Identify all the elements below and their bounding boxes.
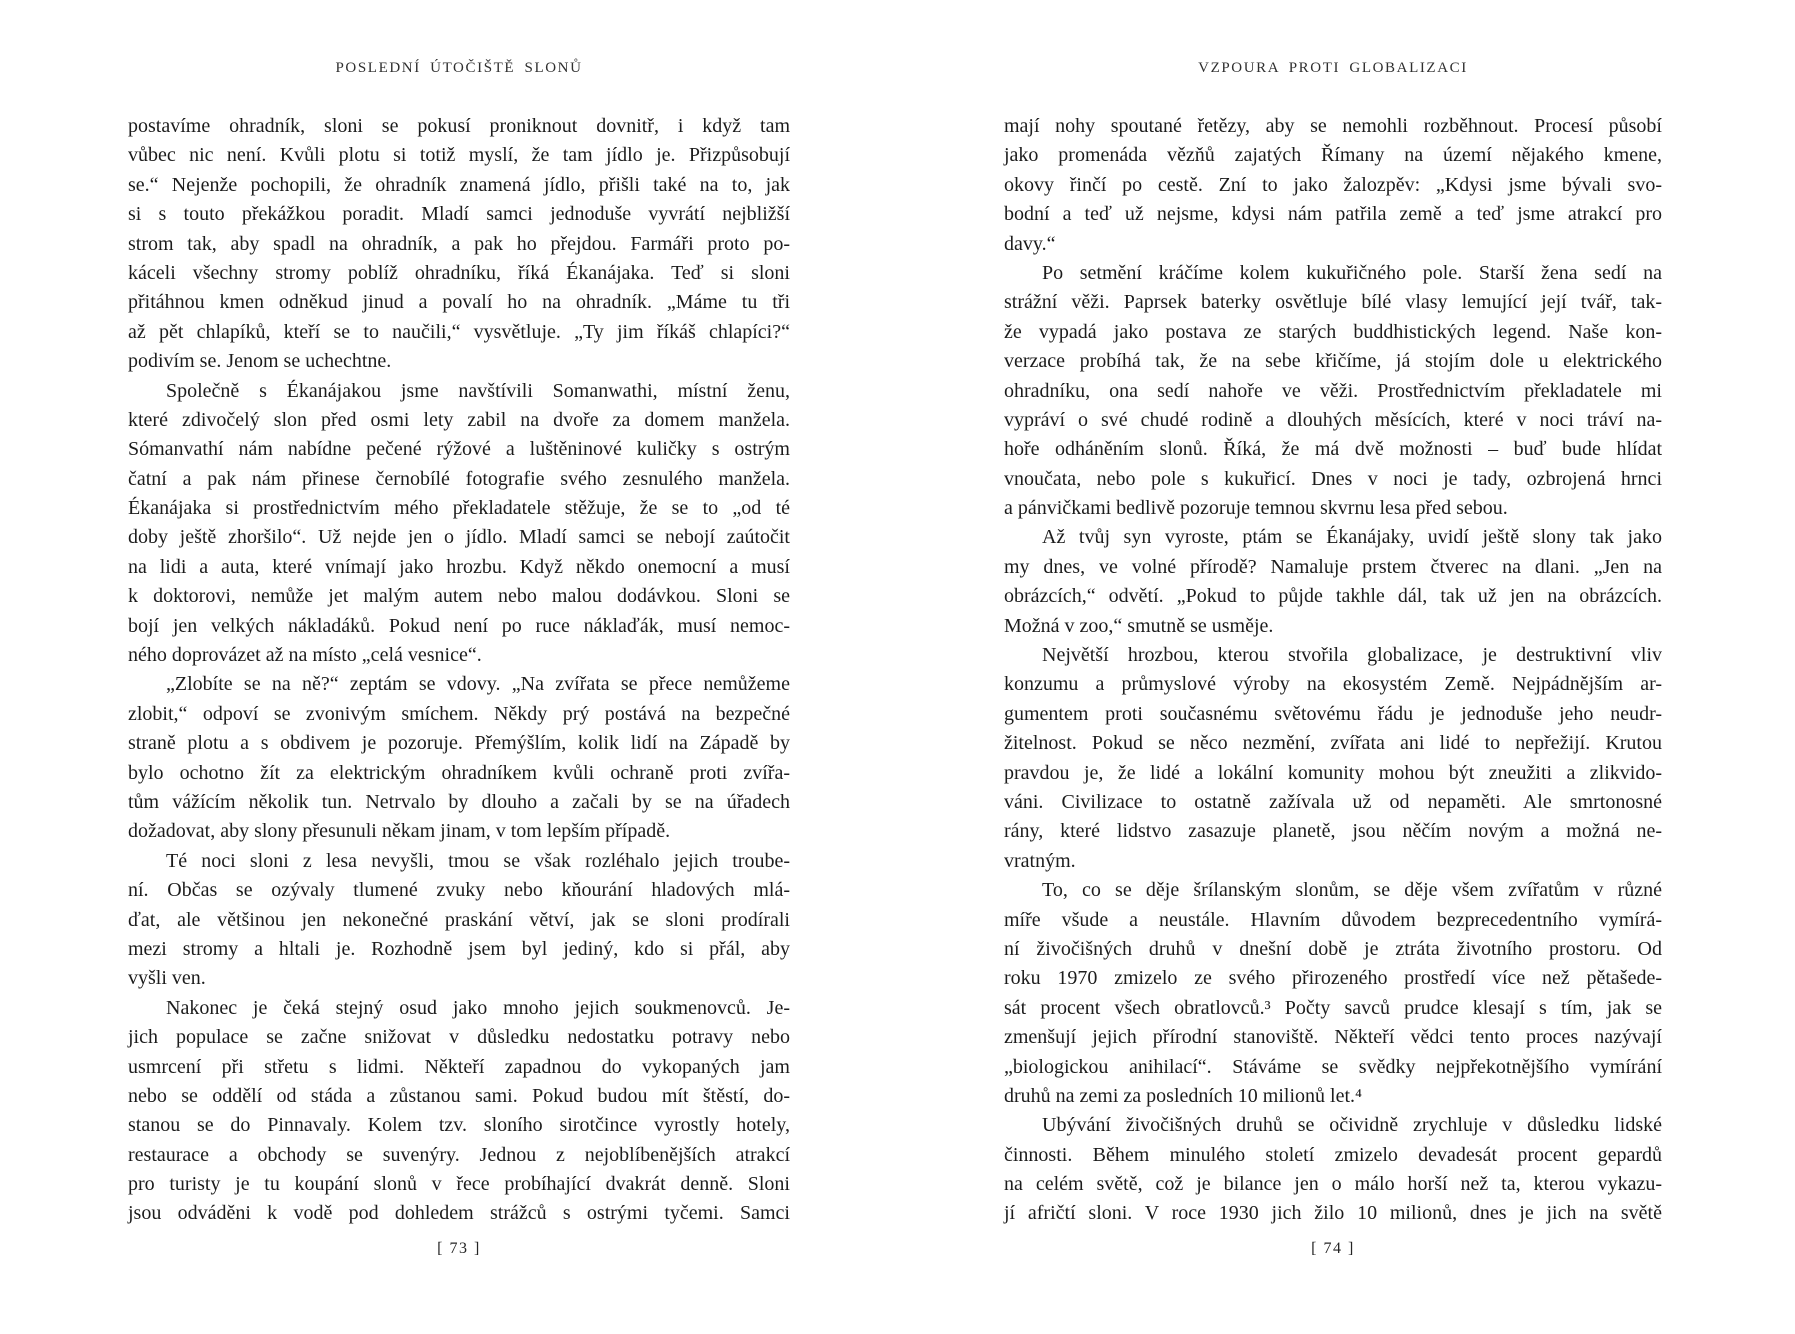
text-line: restaurace a obchody se suvenýry. Jednou z nejoblíbenějších atrakcí	[128, 1143, 790, 1166]
text-column-right	[1004, 112, 1662, 1229]
text-line: obrázcích,“ odvětí. „Pokud to půjde takhle dál, tak už jen na obrázcích.	[1004, 585, 1662, 608]
text-line: gumentem proti současnému světovému řádu je jednoduše jeho neudr-	[1004, 702, 1662, 725]
page-number-left: [ 73 ]	[437, 1240, 481, 1257]
text-line: bodní a teď už nejsme, kdysi nám patřila země a teď jsme atrakcí pro	[1004, 203, 1662, 226]
text-line: zlobit,“ odpoví se zvonivým smíchem. Někdy prý postává na bezpečné	[128, 702, 790, 725]
text-line: Možná v zoo,“ smutně se usměje.	[1004, 614, 1274, 637]
text-line: na celém světě, což je bilance jen o málo horší než ta, kterou vykazu-	[1004, 1173, 1662, 1196]
text-line: jí afričtí sloni. V roce 1930 jich žilo 10 milionů, dnes je jich na světě	[1004, 1202, 1662, 1225]
text-line: vypráví o své chudé rodině a dlouhých měsících, které v noci tráví na-	[1004, 408, 1662, 431]
text-line: jako promenáda vězňů zajatých Římany na území nějakého kmene,	[1004, 144, 1662, 167]
text-line: Až tvůj syn vyroste, ptám se Ékanájaky, uvidí ještě slony tak jako	[1042, 526, 1662, 549]
text-line: že vypadá jako postava ze starých buddhistických legend. Naše kon-	[1004, 320, 1662, 343]
text-line: pro turisty je tu koupání slonů v řece probíhající dvakrát denně. Sloni	[128, 1173, 790, 1196]
text-line: vnoučata, nebo pole s kukuřicí. Dnes v noci je tady, ozbrojená hrnci	[1004, 467, 1662, 490]
text-line: které zdivočelý slon před osmi lety zabil na dvoře za domem manžela.	[128, 408, 790, 431]
text-line: si s touto překážkou poradit. Mladí samci jednoduše vyvrátí nejbližší	[128, 203, 790, 226]
text-line: stanou se do Pinnavaly. Kolem tzv. sloního sirotčince vyrostly hotely,	[128, 1114, 790, 1137]
text-line: „biologickou anihilací“. Stáváme se svědky nejpřekotnějšího vymírání	[1004, 1055, 1662, 1078]
text-line: Společně s Ékanájakou jsme navštívili Somanwathi, místní ženu,	[166, 379, 790, 402]
text-line: míře všude a neustále. Hlavním důvodem bezprecedentního vymírá-	[1004, 908, 1662, 931]
text-line: Ubývání živočišných druhů se očividně zrychluje v důsledku lidské	[1042, 1114, 1662, 1137]
text-line: usmrcení při střetu s lidmi. Někteří zapadnou do vykopaných jam	[128, 1055, 790, 1078]
text-line: zmenšují jejich přírodní stanoviště. Někteří vědci tento proces nazývají	[1004, 1026, 1662, 1049]
text-line: strom tak, aby spadl na ohradník, a pak ho přejdou. Farmáři proto po-	[128, 232, 790, 255]
text-line: váni. Civilizace to ostatně zažívala už od nepaměti. Ale smrtonosné	[1004, 790, 1662, 813]
text-line: a pánvičkami bedlivě pozoruje temnou skvrnu lesa před sebou.	[1004, 497, 1508, 520]
text-line: vůbec nic není. Kvůli plotu si totiž myslí, že tam jídlo je. Přizpůsobují	[128, 144, 790, 167]
text-line: jsou odváděni k vodě pod dohledem strážců s ostrými tyčemi. Samci	[128, 1202, 790, 1225]
text-line: hoře odháněním slonů. Říká, že má dvě možnosti – buď bude hlídat	[1004, 438, 1662, 461]
text-line: roku 1970 zmizelo ze svého přirozeného prostředí více než pětašede-	[1004, 967, 1662, 990]
text-line: davy.“	[1004, 232, 1056, 255]
text-line: jich populace se začne snižovat v důsledku nedostatku potravy nebo	[128, 1026, 790, 1049]
text-line: ďat, ale většinou jen nekonečné praskání větví, jak se sloni prodírali	[128, 908, 790, 931]
text-line: vratným.	[1004, 849, 1076, 872]
text-line: až pět chlapíků, kteří se to naučili,“ vysvětluje. „Ty jim říkáš chlapíci?“	[128, 320, 790, 343]
text-line: Nakonec je čeká stejný osud jako mnoho jejich soukmenovců. Je-	[166, 996, 790, 1019]
text-line: tům vážícím několik tun. Netrvalo by dlouho a začali by se na úřadech	[128, 790, 790, 813]
text-line: verzace probíhá tak, že na sebe křičíme, já stojím dole u elektrického	[1004, 350, 1662, 373]
text-line: činnosti. Během minulého století zmizelo devadesát procent gepardů	[1004, 1143, 1662, 1166]
text-line: bojí jen velkých nákladáků. Pokud není po ruce náklaďák, musí nemoc-	[128, 614, 790, 637]
text-line: doby ještě zhoršilo“. Už nejde jen o jídlo. Mladí samci se nebojí zaútočit	[128, 526, 790, 549]
text-line: rány, které lidstvo zasazuje planetě, jsou něčím novým a možná ne-	[1004, 820, 1662, 843]
text-line: se.“ Nejenže pochopili, že ohradník znamená jídlo, přišli také na to, jak	[128, 173, 790, 196]
page-number-right: [ 74 ]	[1311, 1240, 1355, 1257]
text-line: Největší hrozbou, kterou stvořila globalizace, je destruktivní vliv	[1042, 644, 1662, 667]
running-header-left: POSLEDNÍ ÚTOČIŠTĚ SLONŮ	[335, 60, 583, 76]
text-line: sát procent všech obratlovců.³ Počty savců prudce klesají s tím, jak se	[1004, 996, 1662, 1019]
text-column-left	[128, 112, 790, 1229]
running-header-right: VZPOURA PROTI GLOBALIZACI	[1198, 60, 1468, 76]
text-line: ní. Občas se ozývaly tlumené zvuky nebo kňourání hladových mlá-	[128, 879, 790, 902]
text-line: přitáhnou kmen odněkud jinud a povalí ho na ohradník. „Máme tu tři	[128, 291, 790, 314]
text-line: Sómanvathí nám nabídne pečené rýžové a luštěninové kuličky s ostrým	[128, 438, 790, 461]
text-line: káceli všechny stromy poblíž ohradníku, říká Ékanájaka. Teď si sloni	[128, 261, 790, 284]
text-line: my dnes, ve volné přírodě? Namaluje prstem čtverec na dlani. „Jen na	[1004, 555, 1662, 578]
text-line: Po setmění kráčíme kolem kukuřičného pole. Starší žena sedí na	[1042, 261, 1662, 284]
text-line: ného doprovázet až na místo „celá vesnice“.	[128, 644, 482, 667]
text-line: Ékanájaka si prostřednictvím mého překladatele stěžuje, že se to „od té	[128, 497, 790, 520]
text-line: „Zlobíte se na ně?“ zeptám se vdovy. „Na zvířata se přece nemůžeme	[166, 673, 790, 696]
text-line: konzumu a průmyslové výroby na ekosystém Země. Nejpádnějším ar-	[1004, 673, 1662, 696]
text-line: ohradníku, ona sedí nahoře ve věži. Prostřednictvím překladatele mi	[1004, 379, 1662, 402]
text-line: žitelnost. Pokud se něco nezmění, zvířata ani lidé to nepřežijí. Krutou	[1004, 732, 1662, 755]
text-line: ní živočišných druhů v dnešní době je ztráta životního prostoru. Od	[1004, 937, 1662, 960]
text-line: To, co se děje šrílanským slonům, se děje všem zvířatům v různé	[1042, 879, 1662, 902]
text-line: postavíme ohradník, sloni se pokusí proniknout dovnitř, i když tam	[128, 115, 790, 137]
text-line: mají nohy spoutané řetězy, aby se nemohli rozběhnout. Procesí působí	[1004, 115, 1662, 137]
text-line: nebo se oddělí od stáda a zůstanou sami. Pokud budou mít štěstí, do-	[128, 1084, 790, 1107]
text-line: pravdou je, že lidé a lokální komunity mohou být zneužiti a zlikvido-	[1004, 761, 1662, 784]
text-line: okovy řinčí po cestě. Zní to jako žalozpěv: „Kdysi jsme bývali svo-	[1004, 173, 1662, 196]
text-line: bylo ochotno žít za elektrickým ohradníkem kvůli ochraně proti zvířa-	[128, 761, 790, 784]
text-line: druhů na zemi za posledních 10 milionů let.⁴	[1004, 1084, 1362, 1107]
text-line: straně plotu a s obdivem je pozoruje. Přemýšlím, kolik lidí na Západě by	[128, 732, 790, 755]
text-line: na lidi a auta, které vnímají jako hrozbu. Když někdo onemocní a musí	[128, 555, 790, 578]
text-line: Té noci sloni z lesa nevyšli, tmou se však rozléhalo jejich troube-	[166, 849, 790, 872]
text-line: k doktorovi, nemůže jet malým autem nebo malou dodávkou. Sloni se	[128, 585, 790, 608]
text-line: podivím se. Jenom se uchechtne.	[128, 350, 392, 373]
text-line: strážní věži. Paprsek baterky osvětluje bílé vlasy lemující její tvář, tak-	[1004, 291, 1662, 314]
text-line: dožadovat, aby slony přesunuli někam jinam, v tom lepším případě.	[128, 820, 671, 843]
text-line: mezi stromy a hltali je. Rozhodně jsem byl jediný, kdo si přál, aby	[128, 937, 790, 960]
text-line: čatní a pak nám přinese černobílé fotografie svého zesnulého manžela.	[128, 467, 790, 490]
text-line: vyšli ven.	[128, 967, 206, 990]
